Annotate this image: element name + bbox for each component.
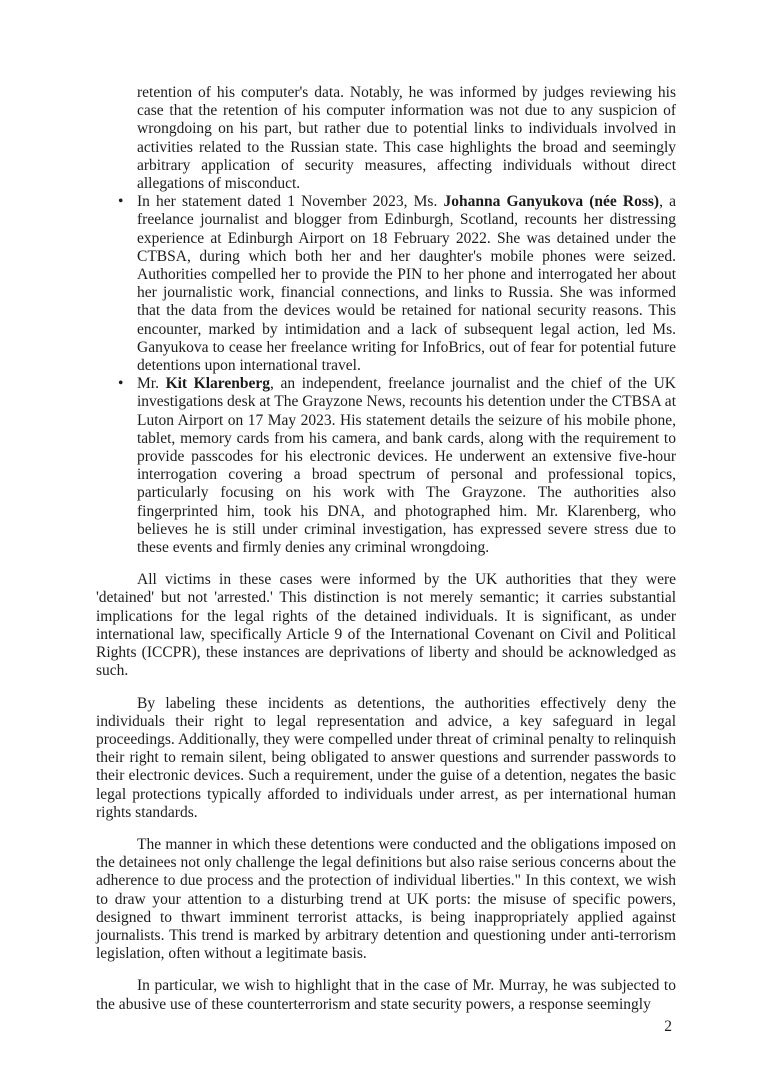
paragraph-murray-case: In particular, we wish to highlight that in the case of Mr. Murray, he was subjected to the abusive use of these counterterrorism and state security powers, a response seemingly	[96, 977, 676, 1013]
bullet-item-ganyukova	[96, 193, 676, 375]
paragraph-detained-not-arrested: All victims in these cases were informed by the UK authorities that they were 'detained' but not 'arrested.' This distinction is not merely semantic; it carries substantial implications for the legal rights of the detained individuals. It is significant, as under international law, specifically Article 9 of the International Covenant on Civil and Political Rights (ICCPR), these instances are deprivations of liberty and should be acknowledged as such.	[96, 571, 676, 680]
bullet-icon: •	[118, 375, 124, 393]
page-number: 2	[664, 1018, 672, 1035]
bullet-icon: •	[118, 193, 124, 211]
bullet-item-klarenberg	[96, 375, 676, 557]
paragraph-manner-of-detentions: The manner in which these detentions were conducted and the obligations imposed on the detainees not only challenge the legal definitions but also raise serious concerns about the adherence to due process and the protection of individual liberties." In this context, we wish to draw your attention to a disturbing trend at UK ports: the misuse of specific powers, designed to thwart imminent terrorist attacks, is being inappropriately applied against journalists. This trend is marked by arbitrary detention and questioning under anti-terrorism legislation, often without a legitimate basis.	[96, 835, 676, 963]
bullet-item-text: Mr. Kit Klarenberg, an independent, freelance journalist and the chief of the UK investigations desk at The Grayzone News, recounts his detention under the CTBSA at Luton Airport on 17 May 2023. His statement details the seizure of his mobile phone, tablet, memory cards from his camera, and bank cards, along with the requirement to provide passcodes for his electronic devices. He underwent an extensive five-hour interrogation covering a broad spectrum of personal and professional topics, particularly focusing on his work with The Grayzone. The authorities also fingerprinted him, took his DNA, and photographed him. Mr. Klarenberg, who believes he is still under criminal investigation, has expressed severe stress due to these events and firmly denies any criminal wrongdoing.	[137, 375, 676, 557]
paragraph-labeling-detentions: By labeling these incidents as detentions, the authorities effectively deny the individuals their right to legal representation and advice, a key safeguard in legal proceedings. Additionally, they were compelled under threat of criminal penalty to relinquish their right to remain silent, being obligated to answer questions and surrender passwords to their electronic devices. Such a requirement, under the guise of a detention, negates the basic legal protections typically afforded to individuals under arrest, as per international human rights standards.	[96, 694, 676, 821]
continuation-paragraph: retention of his computer's data. Notably, he was informed by judges reviewing his case that the retention of his computer information was not due to any suspicion of wrongdoing on his part, but rather due to potential links to individuals involved in activities related to the Russian state. This case highlights the broad and seemingly arbitrary application of security measures, affecting individuals without direct allegations of misconduct.	[137, 84, 676, 193]
bullet-list	[96, 193, 676, 557]
bullet-item-text: In her statement dated 1 November 2023, Ms. Johanna Ganyukova (née Ross), a freelance journalist and blogger from Edinburgh, Scotland, recounts her distressing experience at Edinburgh Airport on 18 February 2022. She was detained under the CTBSA, during which both her and her daughter's mobile phones were seized. Authorities compelled her to provide the PIN to her phone and interrogated her about her journalistic work, financial connections, and links to Russia. She was informed that the data from the devices would be retained for national security reasons. This encounter, marked by intimidation and a lack of subsequent legal action, led Ms. Ganyukova to cease her freelance writing for InfoBrics, out of fear for potential future detentions upon international travel.	[137, 193, 676, 375]
document-body	[96, 84, 676, 1014]
